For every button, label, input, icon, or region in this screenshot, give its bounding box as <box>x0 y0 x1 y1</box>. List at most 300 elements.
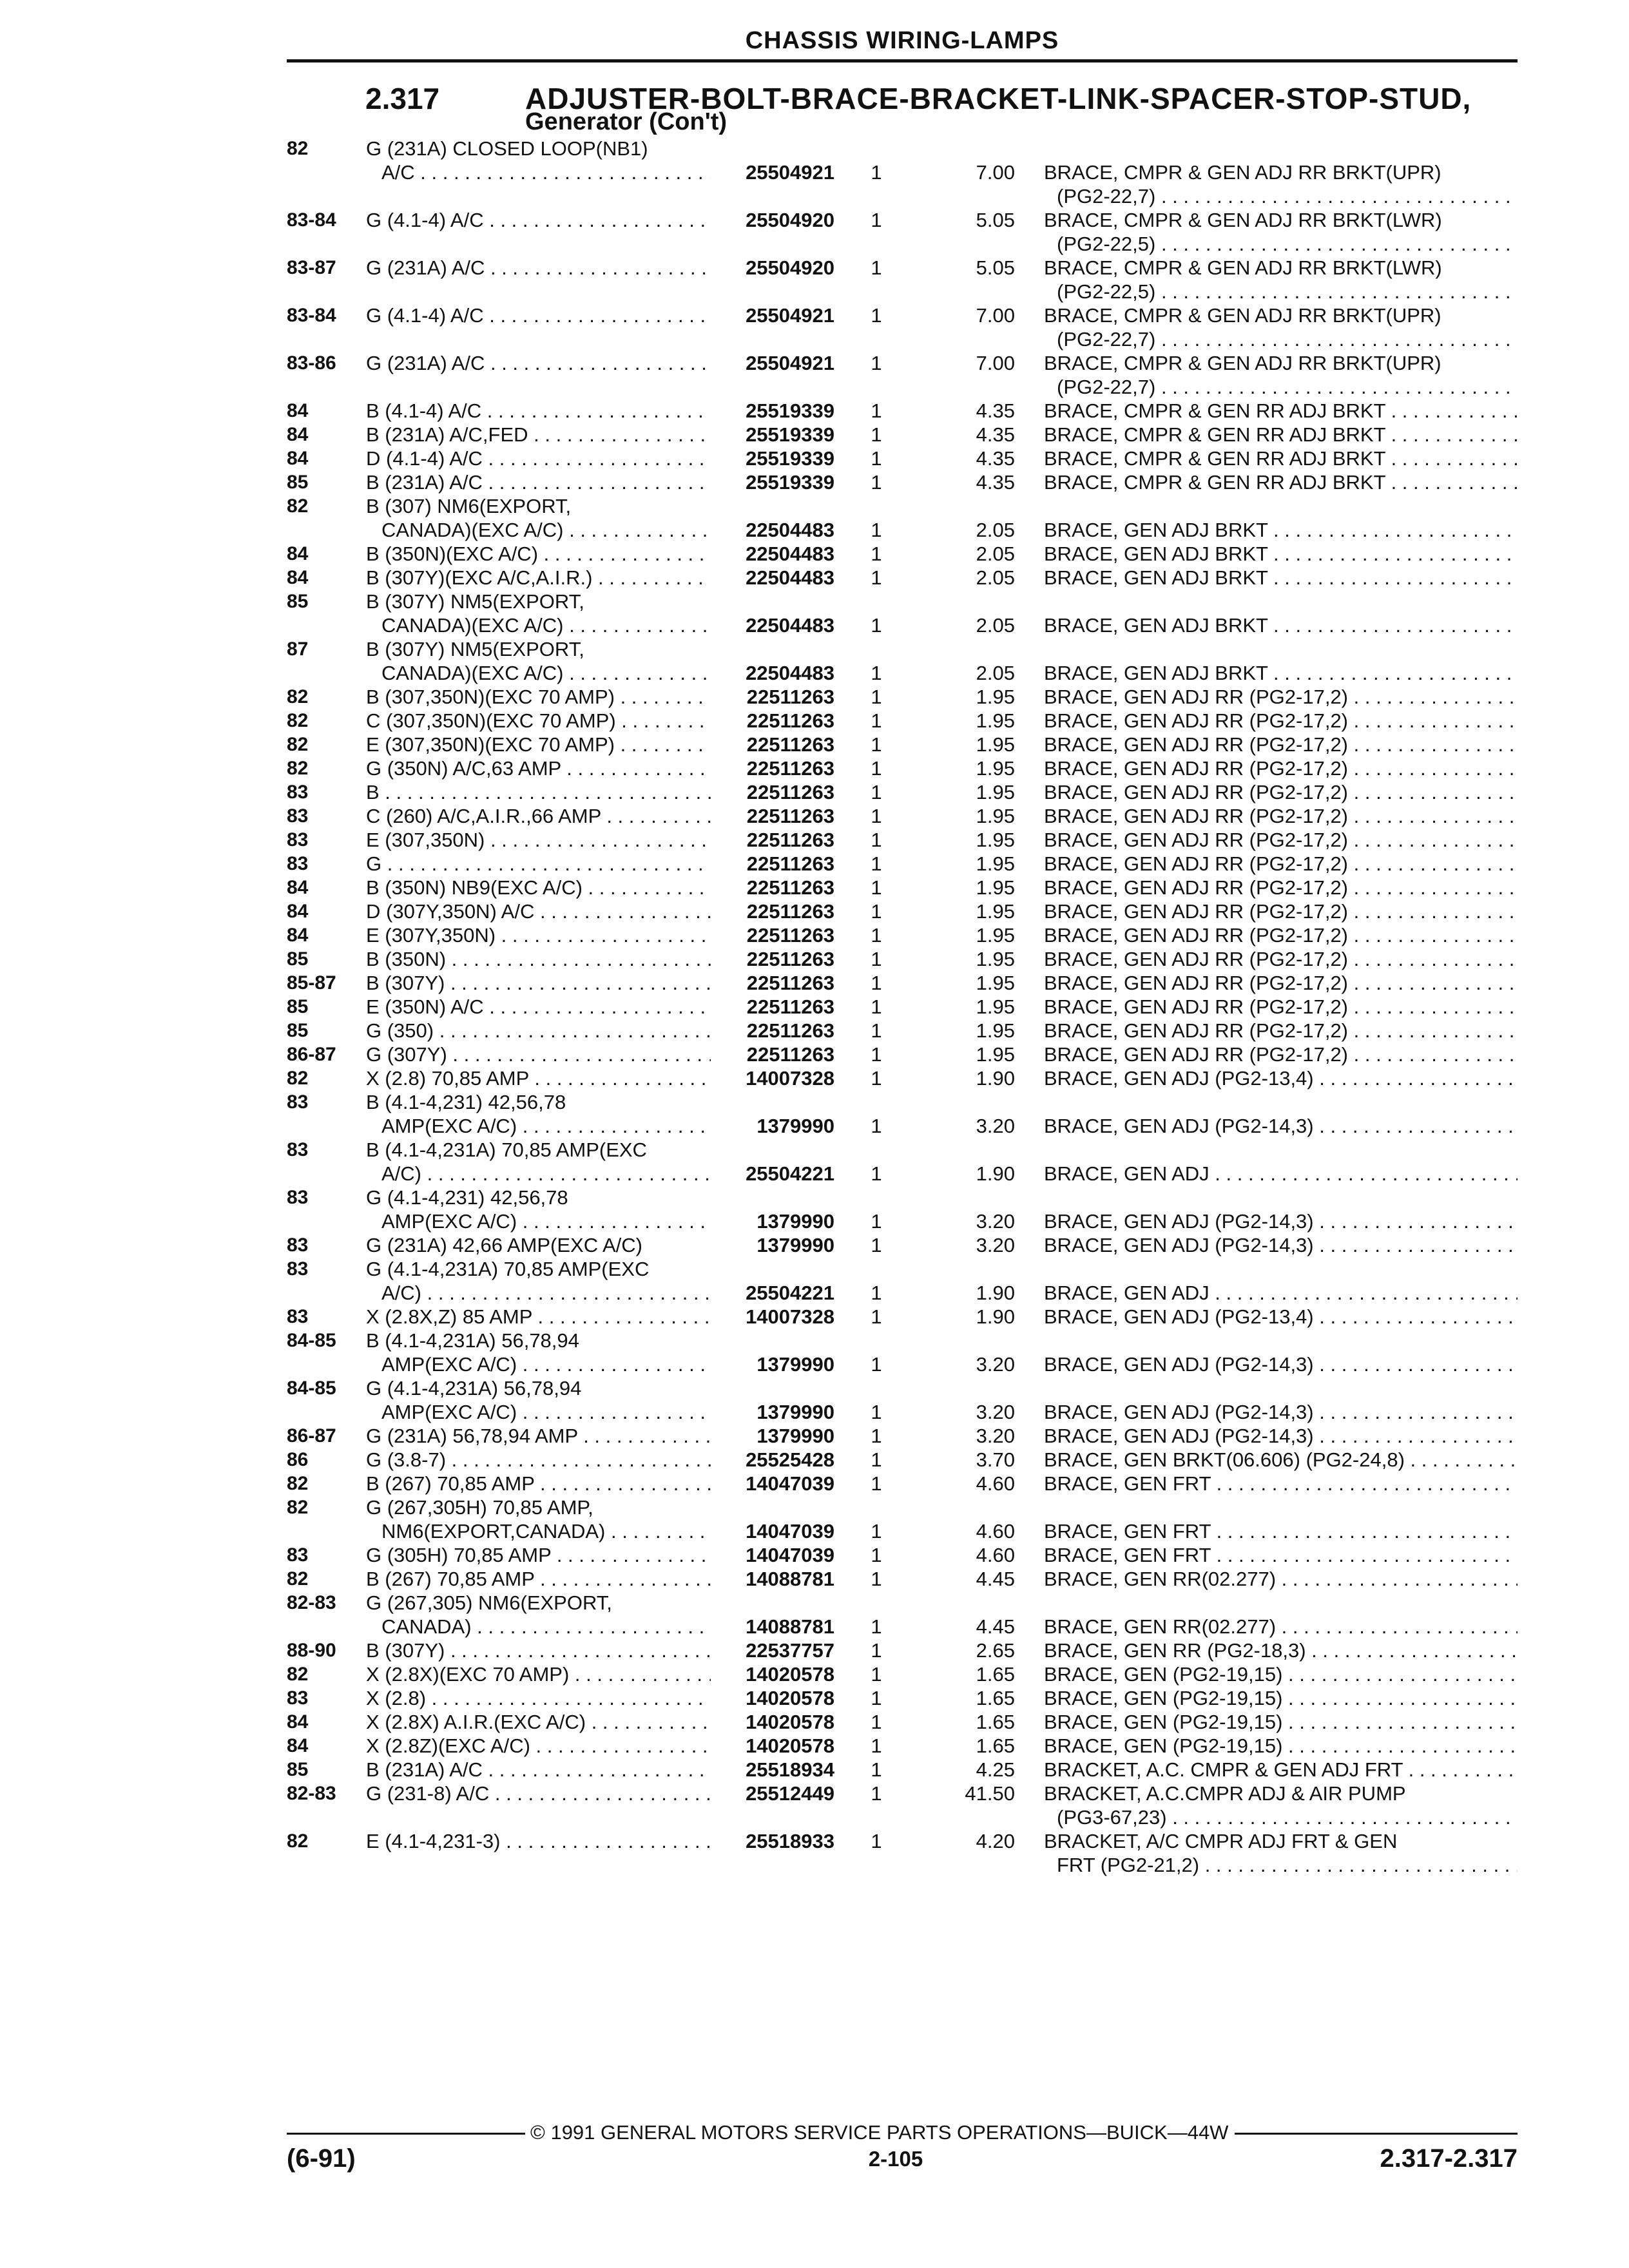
row-quantity: 1 <box>871 829 882 851</box>
footer-date: (6-91) <box>287 2144 356 2173</box>
row-price: 4.45 <box>976 1615 1015 1638</box>
row-part-name: (PG2-22,7) . . . <box>1057 327 1518 351</box>
row-part-number: 25525428 <box>746 1448 834 1471</box>
table-row <box>0 208 1629 232</box>
row-year: 83-87 <box>287 257 336 278</box>
table-row <box>0 1662 1629 1686</box>
row-part-number: 14007328 <box>746 1305 834 1328</box>
row-part-name: BRACE, GEN ADJ RR (PG2-17,2) . . . <box>1044 780 1518 804</box>
row-part-name: BRACE, GEN RR(02.277) . . . <box>1044 1567 1518 1591</box>
row-description: D (307Y,350N) A/C . . . <box>366 899 711 923</box>
row-year: 88-90 <box>287 1640 336 1661</box>
table-row <box>0 756 1629 780</box>
page-header-title: CHASSIS WIRING-LAMPS <box>745 27 1059 54</box>
row-description: E (307Y,350N) . . . <box>366 923 711 947</box>
row-part-number: 25518933 <box>746 1830 834 1852</box>
row-description: G (231A) 42,66 AMP(EXC A/C) <box>366 1234 643 1256</box>
footer-section-range: 2.317-2.317 <box>1380 2144 1518 2173</box>
row-year: 82 <box>287 1068 309 1089</box>
section-title: ADJUSTER-BOLT-BRACE-BRACKET-LINK-SPACER-STOP-STUD, <box>525 82 1472 115</box>
row-year: 85 <box>287 1759 309 1780</box>
row-part-name: BRACE, GEN (PG2-19,15) . . . <box>1044 1710 1518 1734</box>
row-part-name: BRACE, GEN ADJ RR (PG2-17,2) . . . <box>1044 685 1518 709</box>
row-description: X (2.8) 70,85 AMP . . . <box>366 1066 711 1090</box>
row-year: 82 <box>287 710 309 731</box>
row-part-number: 22511263 <box>746 995 834 1018</box>
row-price: 3.20 <box>976 1210 1015 1233</box>
table-row <box>0 1019 1629 1043</box>
row-price: 2.65 <box>976 1639 1015 1662</box>
row-quantity: 1 <box>871 900 882 923</box>
table-row <box>0 1257 1629 1281</box>
row-year: 83 <box>287 1544 309 1566</box>
row-year: 83-86 <box>287 352 336 374</box>
row-year: 82 <box>287 138 309 159</box>
row-description: B (231A) A/C . . . <box>366 1758 711 1782</box>
row-part-number: 14047039 <box>746 1544 834 1566</box>
row-price: 1.95 <box>976 948 1015 970</box>
row-description: X (2.8) . . . <box>366 1686 711 1710</box>
row-quantity: 1 <box>871 1639 882 1662</box>
row-price: 1.95 <box>976 829 1015 851</box>
row-description: G (4.1-4,231A) 70,85 AMP(EXC <box>366 1258 650 1280</box>
row-year: 84 <box>287 1735 309 1756</box>
section-subtitle: Generator (Con't) <box>525 108 728 135</box>
table-row <box>0 256 1629 280</box>
row-price: 4.35 <box>976 423 1015 446</box>
row-part-number: 22511263 <box>746 781 834 803</box>
row-quantity: 1 <box>871 733 882 756</box>
row-part-number: 22511263 <box>746 1019 834 1042</box>
row-year: 82 <box>287 1664 309 1685</box>
row-quantity: 1 <box>871 1234 882 1256</box>
row-year: 82 <box>287 686 309 707</box>
row-part-name: BRACE, CMPR & GEN RR ADJ BRKT . . . <box>1044 447 1518 470</box>
row-price: 3.20 <box>976 1234 1015 1256</box>
table-row <box>0 232 1629 256</box>
row-price: 1.95 <box>976 1043 1015 1066</box>
table-row <box>0 1114 1629 1138</box>
row-part-number: 25504921 <box>746 304 834 327</box>
row-quantity: 1 <box>871 1472 882 1495</box>
row-part-name: BRACE, GEN ADJ RR (PG2-17,2) . . . <box>1044 995 1518 1019</box>
row-part-number: 1379990 <box>757 1401 834 1423</box>
table-row <box>0 1305 1629 1329</box>
row-part-number: 25504920 <box>746 209 834 231</box>
row-year: 84 <box>287 400 309 421</box>
row-year: 86-87 <box>287 1425 336 1446</box>
row-part-number: 22504483 <box>746 662 834 684</box>
row-price: 1.95 <box>976 876 1015 899</box>
table-row <box>0 899 1629 923</box>
row-description: G (231A) A/C . . . <box>366 351 711 375</box>
row-part-name: BRACE, CMPR & GEN RR ADJ BRKT . . . <box>1044 470 1518 494</box>
row-year: 83 <box>287 1091 309 1113</box>
row-description: CANADA)(EXC A/C) . . . <box>381 661 711 685</box>
row-part-name: BRACE, GEN ADJ . . . <box>1044 1281 1518 1305</box>
row-price: 7.00 <box>976 161 1015 184</box>
row-description: B (307) NM6(EXPORT, <box>366 495 572 517</box>
row-price: 2.05 <box>976 662 1015 684</box>
row-price: 1.90 <box>976 1282 1015 1304</box>
row-part-number: 25512449 <box>746 1782 834 1805</box>
row-price: 4.60 <box>976 1472 1015 1495</box>
row-year: 83 <box>287 1139 309 1160</box>
row-description: E (307,350N) . . . <box>366 828 711 852</box>
row-quantity: 1 <box>871 423 882 446</box>
row-part-name: BRACE, GEN FRT . . . <box>1044 1543 1518 1567</box>
table-row <box>0 1519 1629 1543</box>
row-quantity: 1 <box>871 995 882 1018</box>
table-row <box>0 1138 1629 1162</box>
row-quantity: 1 <box>871 1568 882 1590</box>
row-part-number: 22504483 <box>746 543 834 565</box>
row-quantity: 1 <box>871 209 882 231</box>
row-quantity: 1 <box>871 876 882 899</box>
table-row <box>0 137 1629 160</box>
row-part-number: 25519339 <box>746 471 834 494</box>
row-quantity: 1 <box>871 1782 882 1805</box>
row-year: 83 <box>287 782 309 803</box>
row-price: 1.95 <box>976 805 1015 827</box>
row-year: 84-85 <box>287 1378 336 1399</box>
table-row <box>0 1448 1629 1472</box>
table-row <box>0 542 1629 566</box>
row-description: X (2.8X,Z) 85 AMP . . . <box>366 1305 711 1329</box>
row-price: 1.90 <box>976 1305 1015 1328</box>
table-row <box>0 1162 1629 1186</box>
row-price: 1.65 <box>976 1687 1015 1709</box>
row-part-number: 22511263 <box>746 805 834 827</box>
row-price: 1.65 <box>976 1663 1015 1686</box>
table-row <box>0 1472 1629 1495</box>
row-part-name: BRACE, CMPR & GEN ADJ RR BRKT(UPR) <box>1044 161 1441 184</box>
row-description: G (267,305) NM6(EXPORT, <box>366 1591 612 1614</box>
row-description: CANADA) . . . <box>381 1615 711 1639</box>
table-row <box>0 1495 1629 1519</box>
row-part-name: BRACE, CMPR & GEN RR ADJ BRKT . . . <box>1044 423 1518 447</box>
row-description: B (307Y) NM5(EXPORT, <box>366 638 584 660</box>
row-description: D (4.1-4) A/C . . . <box>366 447 711 470</box>
row-quantity: 1 <box>871 924 882 947</box>
row-price: 1.95 <box>976 686 1015 708</box>
row-part-name: BRACE, GEN FRT . . . <box>1044 1519 1518 1543</box>
row-part-number: 22537757 <box>746 1639 834 1662</box>
row-year: 85-87 <box>287 972 336 994</box>
row-part-name: BRACE, GEN ADJ RR (PG2-17,2) . . . <box>1044 804 1518 828</box>
row-quantity: 1 <box>871 852 882 875</box>
row-price: 1.95 <box>976 900 1015 923</box>
table-row <box>0 613 1629 637</box>
table-row <box>0 685 1629 709</box>
table-row <box>0 852 1629 876</box>
row-description: NM6(EXPORT,CANADA) . . . <box>381 1519 711 1543</box>
row-year: 83 <box>287 829 309 850</box>
row-description: G (307Y) . . . <box>366 1043 711 1066</box>
row-price: 1.95 <box>976 972 1015 994</box>
row-description: G (4.1-4) A/C . . . <box>366 303 711 327</box>
row-part-number: 14020578 <box>746 1687 834 1709</box>
table-row <box>0 1853 1629 1877</box>
row-description: G (231A) CLOSED LOOP(NB1) <box>366 137 648 160</box>
table-row <box>0 947 1629 971</box>
table-row <box>0 1281 1629 1305</box>
row-part-name: (PG2-22,7) . . . <box>1057 184 1518 208</box>
row-description: G (4.1-4,231A) 56,78,94 <box>366 1377 582 1399</box>
row-price: 2.05 <box>976 519 1015 541</box>
row-year: 83-84 <box>287 209 336 231</box>
table-row <box>0 160 1629 184</box>
table-row <box>0 1805 1629 1829</box>
row-year: 84 <box>287 925 309 946</box>
row-year: 84 <box>287 448 309 469</box>
row-quantity: 1 <box>871 1305 882 1328</box>
row-description: C (307,350N)(EXC 70 AMP) . . . <box>366 709 711 733</box>
row-quantity: 1 <box>871 781 882 803</box>
table-row <box>0 876 1629 899</box>
table-row <box>0 1567 1629 1591</box>
row-quantity: 1 <box>871 1520 882 1542</box>
row-description: B (307Y) . . . <box>366 971 711 995</box>
row-quantity: 1 <box>871 1735 882 1757</box>
row-price: 1.65 <box>976 1711 1015 1733</box>
row-year: 82 <box>287 1497 309 1518</box>
row-description: B (231A) A/C,FED . . . <box>366 423 711 447</box>
row-part-number: 1379990 <box>757 1425 834 1447</box>
row-year: 85 <box>287 948 309 970</box>
row-quantity: 1 <box>871 757 882 780</box>
row-year: 86 <box>287 1449 309 1470</box>
row-price: 3.20 <box>976 1401 1015 1423</box>
row-year: 83 <box>287 1258 309 1280</box>
row-part-name: (PG3-67,23) . . . <box>1057 1805 1518 1829</box>
row-part-name: BRACE, GEN ADJ (PG2-14,3) . . . <box>1044 1114 1518 1138</box>
row-description: G (350) . . . <box>366 1019 711 1043</box>
row-part-number: 22511263 <box>746 733 834 756</box>
table-row <box>0 1710 1629 1734</box>
row-part-name: BRACE, GEN ADJ BRKT . . . <box>1044 613 1518 637</box>
row-price: 2.05 <box>976 543 1015 565</box>
row-part-number: 14047039 <box>746 1520 834 1542</box>
row-part-name: BRACE, GEN ADJ BRKT . . . <box>1044 518 1518 542</box>
row-year: 84 <box>287 543 309 564</box>
row-description: AMP(EXC A/C) . . . <box>381 1114 711 1138</box>
row-part-number: 25504921 <box>746 352 834 374</box>
row-quantity: 1 <box>871 566 882 589</box>
row-quantity: 1 <box>871 519 882 541</box>
row-part-number: 22511263 <box>746 852 834 875</box>
parts-table <box>0 137 1629 1877</box>
row-price: 3.20 <box>976 1425 1015 1447</box>
row-quantity: 1 <box>871 709 882 732</box>
row-part-number: 25518934 <box>746 1758 834 1781</box>
row-part-number: 22504483 <box>746 566 834 589</box>
row-description: X (2.8X)(EXC 70 AMP) . . . <box>366 1662 711 1686</box>
row-part-name: BRACE, GEN ADJ RR (PG2-17,2) . . . <box>1044 899 1518 923</box>
row-description: CANADA)(EXC A/C) . . . <box>381 518 711 542</box>
row-part-number: 14020578 <box>746 1711 834 1733</box>
row-year: 86-87 <box>287 1044 336 1065</box>
table-row <box>0 375 1629 399</box>
row-quantity: 1 <box>871 805 882 827</box>
row-year: 82 <box>287 1831 309 1852</box>
footer-rule-right <box>1235 2133 1518 2135</box>
row-part-name: BRACE, GEN ADJ RR (PG2-17,2) . . . <box>1044 1019 1518 1043</box>
table-row <box>0 327 1629 351</box>
row-description: B (307,350N)(EXC 70 AMP) . . . <box>366 685 711 709</box>
row-description: B (350N)(EXC A/C) . . . <box>366 542 711 566</box>
row-price: 5.05 <box>976 256 1015 279</box>
table-row <box>0 1043 1629 1066</box>
row-part-name: BRACE, GEN (PG2-19,15) . . . <box>1044 1686 1518 1710</box>
table-row <box>0 1233 1629 1257</box>
table-row <box>0 1543 1629 1567</box>
row-price: 3.20 <box>976 1115 1015 1137</box>
row-description: B (350N) . . . <box>366 947 711 971</box>
row-quantity: 1 <box>871 1615 882 1638</box>
row-year: 82 <box>287 1473 309 1494</box>
row-price: 4.25 <box>976 1758 1015 1781</box>
row-description: G (231A) 56,78,94 AMP . . . <box>366 1424 711 1448</box>
row-part-name: BRACE, CMPR & GEN RR ADJ BRKT . . . <box>1044 399 1518 423</box>
row-year: 82-83 <box>287 1592 336 1613</box>
row-quantity: 1 <box>871 1448 882 1471</box>
row-quantity: 1 <box>871 614 882 637</box>
row-description: B (307Y) . . . <box>366 1639 711 1662</box>
row-part-number: 25504221 <box>746 1162 834 1185</box>
row-description: B (267) 70,85 AMP . . . <box>366 1472 711 1495</box>
row-part-name: (PG2-22,7) . . . <box>1057 375 1518 399</box>
row-part-number: 22511263 <box>746 900 834 923</box>
table-row <box>0 303 1629 327</box>
table-row <box>0 1376 1629 1400</box>
row-part-number: 14007328 <box>746 1067 834 1090</box>
footer-rule-left <box>287 2133 525 2135</box>
row-year: 82 <box>287 1568 309 1590</box>
row-part-name: BRACE, GEN ADJ (PG2-13,4) . . . <box>1044 1066 1518 1090</box>
row-part-name: BRACE, CMPR & GEN ADJ RR BRKT(UPR) <box>1044 352 1441 374</box>
row-description: AMP(EXC A/C) . . . <box>381 1352 711 1376</box>
row-quantity: 1 <box>871 1115 882 1137</box>
row-description: G (3.8-7) . . . <box>366 1448 711 1472</box>
row-year: 83 <box>287 1306 309 1327</box>
row-price: 1.95 <box>976 733 1015 756</box>
row-price: 1.95 <box>976 924 1015 947</box>
row-quantity: 1 <box>871 1711 882 1733</box>
section-number: 2.317 <box>365 82 440 115</box>
table-row <box>0 518 1629 542</box>
table-row <box>0 995 1629 1019</box>
row-part-number: 1379990 <box>757 1353 834 1376</box>
row-part-name: BRACE, GEN ADJ BRKT . . . <box>1044 542 1518 566</box>
row-price: 1.90 <box>976 1067 1015 1090</box>
table-row <box>0 1329 1629 1352</box>
table-row <box>0 399 1629 423</box>
row-part-number: 22511263 <box>746 876 834 899</box>
row-price: 3.70 <box>976 1448 1015 1471</box>
row-part-number: 25504221 <box>746 1282 834 1304</box>
footer-line <box>287 2121 1518 2147</box>
row-part-number: 22511263 <box>746 924 834 947</box>
row-year: 87 <box>287 639 309 660</box>
row-year: 82 <box>287 734 309 755</box>
table-row <box>0 470 1629 494</box>
row-quantity: 1 <box>871 1401 882 1423</box>
row-year: 83 <box>287 805 309 827</box>
table-row <box>0 1615 1629 1639</box>
table-row <box>0 590 1629 613</box>
row-year: 82-83 <box>287 1783 336 1804</box>
row-price: 4.35 <box>976 447 1015 470</box>
row-part-name: BRACE, GEN ADJ RR (PG2-17,2) . . . <box>1044 828 1518 852</box>
table-row <box>0 1758 1629 1782</box>
row-part-name: FRT (PG2-21,2) . . . <box>1057 1853 1518 1877</box>
row-year: 85 <box>287 591 309 612</box>
row-price: 1.95 <box>976 1019 1015 1042</box>
table-row <box>0 494 1629 518</box>
row-price: 1.95 <box>976 995 1015 1018</box>
row-part-number: 14020578 <box>746 1735 834 1757</box>
row-part-name: BRACE, GEN RR (PG2-18,3) . . . <box>1044 1639 1518 1662</box>
row-quantity: 1 <box>871 1687 882 1709</box>
row-part-name: BRACE, CMPR & GEN ADJ RR BRKT(UPR) <box>1044 304 1441 327</box>
table-row <box>0 1686 1629 1710</box>
row-quantity: 1 <box>871 543 882 565</box>
row-description: A/C) . . . <box>381 1162 711 1186</box>
row-description: B (307Y)(EXC A/C,A.I.R.) . . . <box>366 566 711 590</box>
row-part-name: BRACE, GEN ADJ (PG2-14,3) . . . <box>1044 1233 1518 1257</box>
row-year: 84-85 <box>287 1330 336 1351</box>
row-description: G (350N) A/C,63 AMP . . . <box>366 756 711 780</box>
row-description: E (350N) A/C . . . <box>366 995 711 1019</box>
row-description: B . . . <box>366 780 711 804</box>
row-description: X (2.8X) A.I.R.(EXC A/C) . . . <box>366 1710 711 1734</box>
row-part-number: 25519339 <box>746 447 834 470</box>
row-description: A/C) . . . <box>381 1281 711 1305</box>
row-price: 4.35 <box>976 471 1015 494</box>
row-year: 82 <box>287 758 309 779</box>
row-description: B (4.1-4) A/C . . . <box>366 399 711 423</box>
row-part-number: 22504483 <box>746 519 834 541</box>
row-description: G (231-8) A/C . . . <box>366 1782 711 1805</box>
row-description: B (267) 70,85 AMP . . . <box>366 1567 711 1591</box>
table-row <box>0 184 1629 208</box>
table-row <box>0 1591 1629 1615</box>
row-year: 85 <box>287 1020 309 1041</box>
row-part-name: BRACE, GEN FRT . . . <box>1044 1472 1518 1495</box>
row-description: G . . . <box>366 852 711 876</box>
row-part-number: 25504921 <box>746 161 834 184</box>
table-row <box>0 923 1629 947</box>
row-year: 84 <box>287 901 309 922</box>
row-part-number: 22511263 <box>746 948 834 970</box>
row-part-name: BRACE, GEN ADJ RR (PG2-17,2) . . . <box>1044 733 1518 756</box>
row-price: 4.35 <box>976 399 1015 422</box>
row-price: 1.90 <box>976 1162 1015 1185</box>
row-quantity: 1 <box>871 662 882 684</box>
row-price: 1.95 <box>976 852 1015 875</box>
row-price: 4.60 <box>976 1520 1015 1542</box>
row-price: 7.00 <box>976 352 1015 374</box>
row-year: 83-84 <box>287 305 336 326</box>
row-part-name: BRACE, GEN ADJ RR (PG2-17,2) . . . <box>1044 852 1518 876</box>
table-row <box>0 566 1629 590</box>
row-quantity: 1 <box>871 256 882 279</box>
row-description: A/C . . . <box>381 160 711 184</box>
row-quantity: 1 <box>871 1663 882 1686</box>
table-row <box>0 1424 1629 1448</box>
row-part-number: 1379990 <box>757 1234 834 1256</box>
